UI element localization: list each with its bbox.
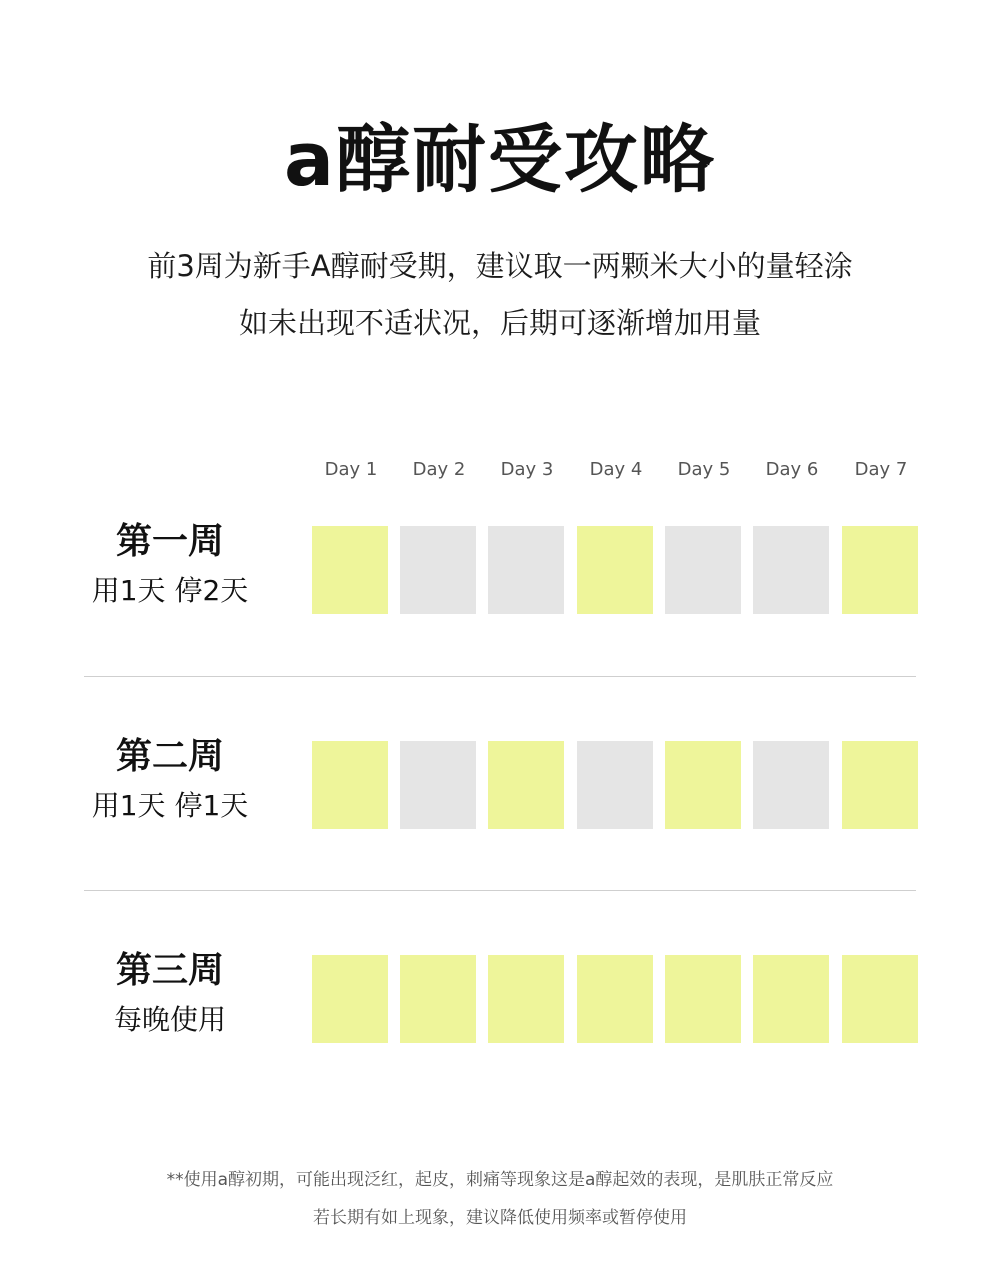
schedule-cell [577,741,653,829]
footnote-line-1: **使用a醇初期，可能出现泛红，起皮，刺痛等现象这是a醇起效的表现，是肌肤正常反应 [166,1170,834,1190]
week-description: 用1天 停2天 [91,574,249,607]
day-label: Day 4 [589,459,643,480]
day-label: Day 1 [324,459,378,480]
week-description: 每晚使用 [113,1003,226,1036]
week-name: 第三周 [115,950,224,991]
day-label: Day 6 [765,459,819,480]
schedule-cell [312,741,388,829]
schedule-cell [842,526,918,614]
row-divider [84,676,916,677]
schedule-cell [400,526,476,614]
day-label: Day 5 [677,459,731,480]
schedule-cell [842,741,918,829]
subtitle-line-1: 前3周为新手A醇耐受期，建议取一两颗米大小的量轻涂 [147,249,853,283]
schedule-cell [753,955,829,1043]
day-label: Day 2 [412,459,466,480]
week-name: 第一周 [115,521,224,562]
week-row-1 [0,521,1000,616]
page-title: a醇耐受攻略 [284,117,716,203]
week-description: 用1天 停1天 [91,789,249,822]
schedule-cell [488,955,564,1043]
schedule-cell [577,526,653,614]
day-label: Day 7 [854,459,908,480]
footnote-line-2: 若长期有如上现象，建议降低使用频率或暂停使用 [313,1208,687,1228]
schedule-cell [842,955,918,1043]
schedule-cell [312,955,388,1043]
schedule-cell [665,741,741,829]
week-row-3 [0,950,1000,1045]
schedule-cell [665,526,741,614]
day-label: Day 3 [500,459,554,480]
schedule-cell [488,741,564,829]
schedule-cell [400,955,476,1043]
schedule-cell [488,526,564,614]
schedule-cell [753,741,829,829]
schedule-cell [312,526,388,614]
subtitle-line-2: 如未出现不适状况，后期可逐渐增加用量 [238,306,761,340]
week-row-2 [0,736,1000,831]
schedule-cell [753,526,829,614]
day-header [312,456,922,484]
row-divider [84,890,916,891]
schedule-cell [400,741,476,829]
schedule-cell [577,955,653,1043]
schedule-cell [665,955,741,1043]
week-name: 第二周 [115,736,224,777]
